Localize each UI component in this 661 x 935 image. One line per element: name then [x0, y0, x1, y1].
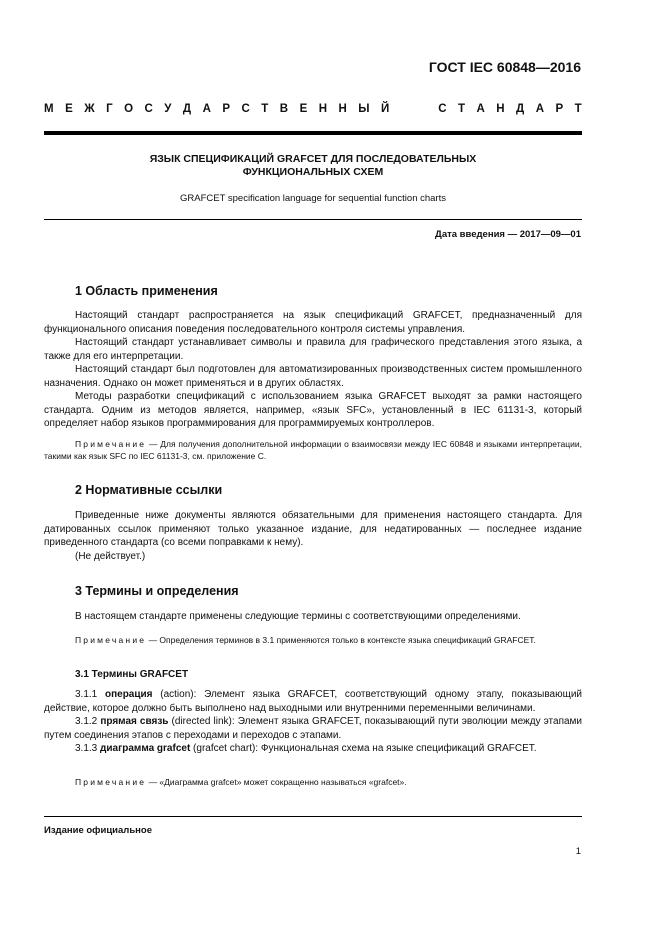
section-3-intro: В настоящем стандарте применены следующие термины с соответствующими определениями. — [75, 611, 521, 622]
banner-letter: Г — [106, 103, 113, 115]
paragraph: Настоящий стандарт был подготовлен для автоматизированных производственных систем промышленного назначения. Однако он может применяться и в других областях. — [44, 364, 582, 389]
section-3-note — [44, 634, 582, 646]
document-title-ru — [44, 153, 582, 179]
title-line-2: ФУНКЦИОНАЛЬНЫХ СХЕМ — [242, 166, 384, 178]
banner-letter: М — [44, 103, 54, 115]
document-title-en: GRAFCET specification language for sequential function charts — [180, 193, 446, 204]
note-text: — Определения терминов в 3.1 применяются только в контексте языка спецификаций GRAFCET. — [146, 635, 536, 645]
terms-list — [44, 688, 582, 756]
section-2-body — [44, 509, 582, 563]
banner-letter: Й — [381, 103, 390, 115]
term-name: операция — [104, 689, 153, 700]
banner-letter: Т — [457, 103, 466, 115]
section-1-heading: 1 Область применения — [75, 284, 218, 298]
banner-letter: У — [164, 103, 172, 115]
banner-letter: С — [241, 103, 250, 115]
paragraph: (Не действует.) — [75, 550, 146, 562]
banner-letter: Н — [496, 103, 505, 115]
banner-letter: С — [144, 103, 153, 115]
title-rule — [44, 219, 582, 220]
title-line-1: ЯЗЫК СПЕЦИФИКАЦИЙ GRAFCET ДЛЯ ПОСЛЕДОВАТЕЛЬНЫХ — [149, 153, 477, 165]
paragraph: Настоящий стандарт распространяется на язык спецификаций GRAFCET, предназначенный для функционального описания поведения последовательного контроля системы управления. — [44, 310, 582, 335]
terms-note — [44, 776, 582, 788]
term-name: прямая связь — [100, 716, 169, 727]
term-entry: 3.1.2 прямая связь (directed link): Элемент языка GRAFCET, показывающий пути эволюции между этапами путем соединения этапов с переходами и переходов с этапами. — [44, 716, 583, 741]
footer-rule — [44, 816, 582, 817]
banner-letter: Т — [574, 103, 582, 115]
banner-letter: А — [535, 103, 545, 115]
banner-letter: В — [279, 103, 289, 115]
banner-letter: Т — [261, 103, 269, 115]
banner-letter: Е — [299, 103, 308, 115]
banner-letter: Д — [516, 103, 525, 115]
term-entry: 3.1.1 операция (action): Элемент языка GRAFCET, соответствующий одному этапу, показывающий действие, которое должно быть выполнено над выходными или внутренними переменными величинами. — [44, 689, 582, 714]
page-number: 1 — [575, 846, 581, 857]
banner-letter: Р — [555, 103, 564, 115]
banner-gap — [401, 103, 427, 115]
introduction-date: Дата введения — 2017—09—01 — [435, 229, 581, 240]
banner-letter: Р — [222, 103, 231, 115]
banner-letter: Ж — [84, 103, 95, 115]
section-1-note — [44, 438, 582, 462]
official-edition-label: Издание официальное — [44, 825, 152, 836]
note-label: Примечание — [75, 635, 147, 645]
note-text: — «Диаграмма grafcet» может сокращенно называться «grafcet». — [146, 777, 407, 787]
section-2-heading: 2 Нормативные ссылки — [75, 483, 223, 497]
banner-letter: О — [124, 103, 134, 115]
document-code: ГОСТ IEC 60848—2016 — [428, 59, 581, 75]
banner-letter: Д — [182, 103, 192, 115]
banner-letter: Ы — [358, 103, 370, 115]
paragraph: Методы разработки спецификаций с использованием языка GRAFCET выходят за рамки настоящего стандарта. Одним из методов является, например, «язык SFC», установленный в IEC 61131-3, который определяет набор языков программирования для программируемых контроллеров. — [44, 391, 582, 429]
interstate-standard-banner — [44, 103, 582, 115]
paragraph: Приведенные ниже документы являются обязательными для применения настоящего стандарта. Для датированных ссылок применяют только указанное издание, для недатированных — последнее издание приведенного стандарта (со всеми поправками к нему). — [44, 510, 582, 548]
paragraph: Настоящий стандарт устанавливает символы и правила для графического представления этого языка, а также для его интерпретации. — [44, 337, 582, 362]
banner-letter: А — [202, 103, 211, 115]
banner-letter: Н — [318, 103, 328, 115]
section-3-heading: 3 Термины и определения — [75, 584, 239, 598]
note-label: Примечание — [75, 439, 147, 449]
header-rule — [44, 131, 582, 135]
banner-letter: А — [476, 103, 485, 115]
note-text: — Для получения дополнительной информации о взаимосвязи между IEC 60848 и языками интерпретации, такими как язык SFC по IEC 61131-3, см. приложение С. — [44, 439, 582, 461]
term-entry: 3.1.3 диаграмма grafcet (grafcet chart): Функциональная схема на языке спецификаций GRAFCET. — [75, 743, 537, 754]
subsection-3-1-heading: 3.1 Термины GRAFCET — [75, 669, 189, 680]
term-name: диаграмма grafcet — [100, 743, 191, 754]
section-1-body — [44, 309, 582, 431]
banner-letter: Е — [65, 103, 73, 115]
banner-letter: Н — [338, 103, 347, 115]
note-label: Примечание — [75, 777, 147, 787]
banner-letter: С — [438, 103, 447, 115]
